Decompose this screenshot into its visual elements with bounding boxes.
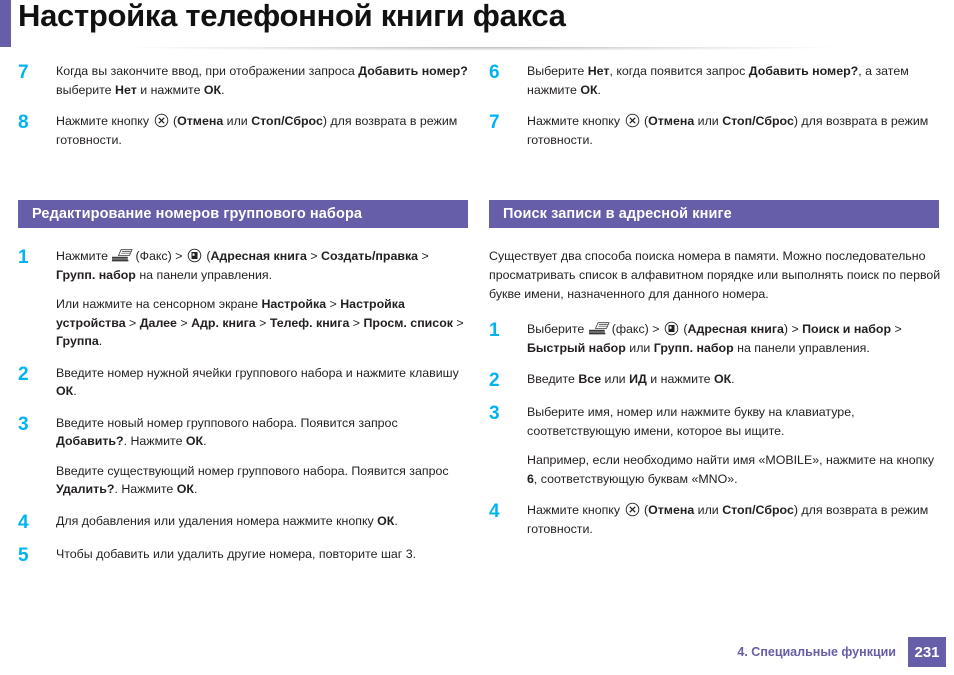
emphasis-text: Настройка устройства — [56, 297, 405, 330]
step-paragraph — [56, 545, 470, 564]
body-text: . — [193, 482, 198, 496]
step-number: 4 — [18, 511, 29, 533]
body-text: Нажмите — [56, 249, 112, 263]
header-accent-bar — [0, 0, 11, 47]
section-title-right: Поиск записи в адресной книге — [503, 206, 732, 222]
body-text: Или нажмите на сенсорном экране — [56, 297, 262, 311]
body-text: . — [394, 513, 398, 528]
emphasis-text: Стоп/Сброс — [722, 503, 794, 517]
body-text: Для добавления или удаления номера нажмите кнопку — [56, 513, 378, 528]
body-text: Когда вы закончите ввод, при отображении запроса — [56, 64, 359, 78]
body-text: Введите — [527, 372, 579, 386]
emphasis-text: ОК — [176, 482, 194, 496]
address-book-icon — [664, 321, 679, 336]
emphasis-text: Адр. книга — [191, 315, 256, 330]
step-text — [527, 403, 941, 488]
body-text: (факс) > — [611, 322, 663, 336]
step-paragraph — [56, 62, 470, 99]
body-text: Выберите — [527, 322, 588, 336]
step-paragraph — [56, 112, 470, 149]
step-item — [18, 62, 470, 99]
body-text: > — [255, 315, 270, 330]
body-text: ) для возврата в режим готовности. — [527, 114, 929, 147]
page-header — [0, 0, 954, 50]
step-text — [527, 370, 941, 389]
right-step-list — [489, 320, 941, 538]
body-text: . — [597, 82, 601, 97]
body-text: ) для возврата в режим готовности. — [527, 503, 929, 536]
step-item — [489, 370, 941, 390]
body-text: ) > — [783, 322, 803, 336]
step-number: 4 — [489, 501, 500, 522]
step-number: 6 — [489, 62, 500, 83]
step-text — [56, 62, 470, 99]
body-text: (Факс) > — [135, 249, 186, 263]
body-text: ( — [202, 249, 211, 263]
step-number: 1 — [489, 320, 500, 341]
body-text: и нажмите — [646, 372, 714, 386]
body-text: Например, если необходимо найти имя «MOBILE», нажмите на кнопку — [527, 453, 935, 467]
body-text: ( — [640, 503, 649, 517]
step-paragraph — [527, 320, 941, 357]
step-paragraph — [56, 295, 470, 351]
top-left-step-list — [18, 62, 470, 149]
emphasis-text: ОК — [713, 372, 732, 386]
left-column — [18, 62, 470, 578]
fax-machine-icon — [589, 322, 611, 335]
step-paragraph — [56, 414, 470, 451]
body-text: ( — [169, 114, 178, 128]
emphasis-text: Далее — [139, 315, 177, 330]
step-paragraph — [527, 62, 941, 99]
emphasis-text: 6 — [527, 471, 534, 486]
body-text: , соответствующую буквам «MNO». — [533, 471, 738, 486]
step-text — [56, 545, 470, 564]
body-text: Выберите имя, номер или нажмите букву на клавиатуре, соответствующую имени, которое вы ищите. — [527, 405, 855, 438]
cancel-circle-x-icon — [625, 502, 640, 517]
body-text: . Нажмите — [123, 434, 186, 448]
step-text — [56, 414, 470, 499]
emphasis-text: Добавить номер? — [748, 64, 859, 78]
body-text: > — [418, 249, 429, 263]
step-number: 3 — [18, 413, 29, 435]
body-text: и нажмите — [136, 82, 204, 97]
top-right-step-list — [489, 62, 941, 149]
body-text: или — [694, 114, 723, 128]
emphasis-text: Группа — [56, 334, 99, 348]
body-text: . Нажмите — [114, 482, 177, 496]
step-number: 7 — [18, 62, 29, 83]
step-paragraph — [527, 370, 941, 389]
step-paragraph — [527, 451, 941, 488]
emphasis-text: ОК — [203, 82, 222, 97]
step-text — [527, 62, 941, 99]
search-intro-paragraph: Существует два способа поиска номера в памяти. Можно последовательно просматривать список в алфавитном порядке или выполнять поиск по первой букве имени, назначенного для данного номера. — [489, 249, 941, 301]
body-text: ( — [679, 322, 688, 336]
step-number: 7 — [489, 112, 500, 133]
step-text — [56, 512, 470, 531]
step-paragraph — [527, 403, 941, 440]
body-text: Нажмите кнопку — [56, 114, 153, 128]
emphasis-text: Все — [578, 372, 602, 386]
body-text: или — [223, 114, 252, 128]
emphasis-text: Телеф. книга — [269, 315, 350, 330]
body-text: или — [601, 372, 630, 386]
section-title-left: Редактирование номеров группового набора — [32, 206, 363, 222]
step-number: 5 — [18, 544, 29, 566]
address-book-icon — [187, 248, 202, 263]
body-text: , когда появится запрос — [609, 64, 749, 78]
body-text: Нажмите кнопку — [527, 114, 624, 128]
page-title: Настройка телефонной книги факса — [18, 0, 566, 33]
body-text: . — [731, 372, 735, 386]
body-text: Введите существующий номер группового набора. Появится запрос — [56, 463, 449, 478]
right-column — [489, 62, 941, 551]
emphasis-text: Нет — [587, 64, 610, 78]
emphasis-text: Отмена — [648, 503, 695, 517]
emphasis-text: Стоп/Сброс — [722, 114, 794, 128]
step-item — [489, 501, 941, 538]
step-number: 1 — [18, 247, 29, 268]
emphasis-text: ОК — [377, 513, 395, 528]
cancel-circle-x-icon — [154, 113, 169, 128]
emphasis-text: ОК — [185, 434, 204, 448]
body-text: или — [625, 340, 654, 355]
emphasis-text: Быстрый набор — [527, 340, 626, 355]
step-item — [18, 545, 470, 565]
step-paragraph — [56, 247, 470, 284]
emphasis-text: Групп. набор — [653, 340, 734, 355]
emphasis-text: Отмена — [177, 114, 224, 128]
body-text: Введите номер нужной ячейки группового набора и нажмите клавишу — [56, 365, 459, 380]
emphasis-text: Настройка — [261, 297, 327, 311]
cancel-circle-x-icon — [625, 113, 640, 128]
body-text: Чтобы добавить или удалить другие номера, повторите шаг 3. — [56, 546, 417, 561]
step-item — [489, 320, 941, 357]
footer-page-number: 231 — [908, 637, 946, 667]
step-paragraph — [56, 462, 470, 499]
step-item — [18, 414, 470, 499]
section-header-right — [489, 200, 939, 228]
section-header-left — [18, 200, 468, 228]
step-paragraph — [527, 501, 941, 538]
step-text — [527, 320, 941, 357]
step-text — [527, 501, 941, 538]
body-text: > — [349, 315, 364, 330]
body-text: Нажмите кнопку — [527, 503, 624, 517]
emphasis-text: Поиск и набор — [802, 322, 892, 336]
body-text: ( — [640, 114, 649, 128]
step-item — [18, 112, 470, 149]
step-text — [56, 364, 470, 401]
step-number: 2 — [489, 370, 500, 391]
emphasis-text: Адресная книга — [210, 249, 307, 263]
step-item — [489, 62, 941, 99]
emphasis-text: Удалить? — [56, 482, 115, 496]
body-text: на панели управления. — [135, 267, 273, 282]
body-text: или — [694, 503, 723, 517]
body-text: > — [891, 322, 902, 336]
emphasis-text: Добавить номер? — [358, 64, 468, 78]
emphasis-text: Адресная книга — [687, 322, 784, 336]
footer-chapter-label: 4. Специальные функции — [737, 645, 896, 659]
step-number: 3 — [489, 403, 500, 424]
fax-machine-icon — [112, 249, 134, 262]
step-item — [18, 247, 470, 351]
step-text — [56, 112, 470, 149]
emphasis-text: Стоп/Сброс — [251, 114, 323, 128]
emphasis-text: ОК — [580, 82, 598, 97]
body-text: > — [176, 315, 192, 330]
body-text: . — [221, 82, 225, 97]
body-text: . — [73, 384, 77, 398]
body-text: > — [125, 315, 140, 330]
emphasis-text: Добавить? — [56, 434, 124, 448]
body-text: ) для возврата в режим готовности. — [56, 114, 458, 147]
step-text — [527, 112, 941, 149]
emphasis-text: ОК — [56, 384, 74, 398]
step-item — [18, 364, 470, 401]
header-divider-shadow — [12, 47, 952, 56]
step-paragraph — [56, 364, 470, 401]
emphasis-text: Просм. список — [363, 315, 453, 330]
emphasis-text: Нет — [115, 82, 137, 97]
body-text: . — [98, 334, 103, 348]
step-paragraph — [56, 512, 470, 531]
body-text: > — [452, 315, 464, 330]
step-paragraph — [527, 112, 941, 149]
body-text: на панели управления. — [733, 340, 870, 355]
emphasis-text: Отмена — [648, 114, 695, 128]
body-text: > — [326, 297, 341, 311]
step-number: 2 — [18, 363, 29, 385]
body-text: выберите — [56, 82, 116, 97]
emphasis-text: Групп. набор — [56, 267, 136, 282]
step-item — [489, 112, 941, 149]
step-number: 8 — [18, 112, 29, 133]
step-text — [56, 247, 470, 351]
body-text: Введите новый номер группового набора. Появится запрос — [56, 415, 398, 430]
body-text: . — [203, 434, 207, 448]
body-text: > — [306, 249, 321, 263]
body-text: Выберите — [527, 64, 588, 78]
page-footer — [737, 637, 954, 667]
left-step-list — [18, 247, 470, 565]
step-item — [489, 403, 941, 488]
emphasis-text: ИД — [629, 372, 647, 386]
step-item — [18, 512, 470, 532]
emphasis-text: Создать/правка — [321, 249, 419, 263]
body-text: , а затем нажмите — [527, 64, 909, 97]
